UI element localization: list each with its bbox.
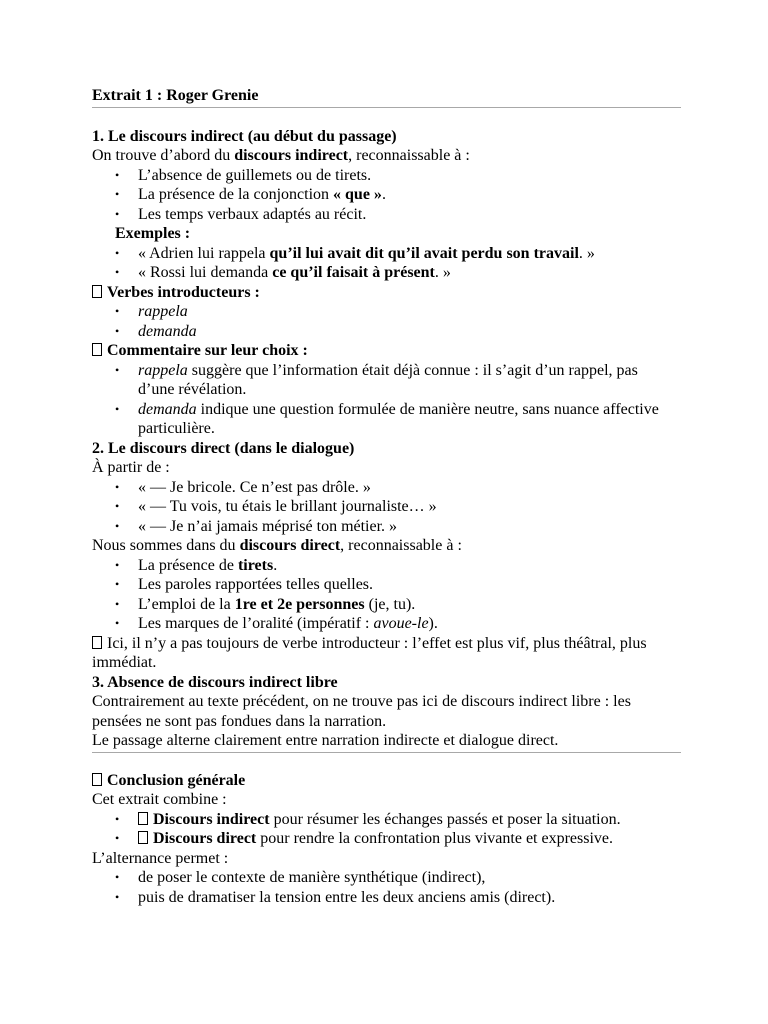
section-2-from: À partir de : (92, 459, 170, 476)
list-item: • Les temps verbaux adaptés au récit. (138, 205, 678, 225)
section-3-heading: 3. Absence de discours indirect libre (92, 673, 338, 691)
list-item: • Discours indirect pour résumer les échanges passés et poser la situation. (138, 810, 678, 830)
conclusion-list (92, 810, 678, 849)
list-item: • demanda (138, 322, 678, 342)
examples-list (92, 244, 678, 283)
section-3-paragraph: Le passage alterne clairement entre narration indirecte et dialogue direct. (92, 732, 559, 749)
list-item: • puis de dramatiser la tension entre les deux anciens amis (direct). (138, 888, 678, 908)
indirect-markers-list (92, 166, 678, 225)
direct-markers-list (92, 556, 678, 634)
list-item: • Les paroles rapportées telles quelles. (138, 575, 678, 595)
missing-glyph-icon (92, 343, 102, 356)
list-item: • La présence de tirets. (138, 556, 678, 576)
missing-glyph-icon (92, 636, 102, 649)
conclusion-alternance: L’alternance permet : (92, 849, 229, 867)
document-page (92, 86, 678, 907)
missing-glyph-icon (92, 285, 102, 298)
list-item: • de poser le contexte de manière synthétique (indirect), (138, 868, 678, 888)
document-title: Extrait 1 : Roger Grenie (92, 87, 259, 104)
list-item: • « Rossi lui demanda ce qu’il faisait à présent. » (138, 263, 678, 283)
section-1-heading: 1. Le discours indirect (au début du passage) (92, 127, 397, 145)
verbs-list (92, 302, 678, 341)
section-2-heading: 2. Le discours direct (dans le dialogue) (92, 439, 355, 457)
missing-glyph-icon (92, 773, 102, 786)
list-item: • L’absence de guillemets ou de tirets. (138, 166, 678, 186)
list-item: • « — Je n’ai jamais méprisé ton métier. » (138, 517, 678, 537)
section-1-intro: On trouve d’abord du discours indirect, reconnaissable à : (92, 147, 470, 164)
list-item: • rappela (138, 302, 678, 322)
list-item: • demanda indique une question formulée de manière neutre, sans nuance affective particulière. (138, 400, 678, 439)
list-item: • « — Je bricole. Ce n’est pas drôle. » (138, 478, 678, 498)
section-2-intro: Nous sommes dans du discours direct, reconnaissable à : (92, 537, 462, 554)
comment-list (92, 361, 678, 439)
alternance-list (92, 868, 678, 907)
conclusion-heading: Conclusion générale (92, 771, 678, 791)
missing-glyph-icon (138, 831, 148, 844)
list-item: • L’emploi de la 1re et 2e personnes (je, tu). (138, 595, 678, 615)
list-item: • rappela suggère que l’information était déjà connue : il s’agit d’un rappel, pas d’une révélation. (138, 361, 678, 400)
missing-glyph-icon (138, 812, 148, 825)
examples-label: Exemples : (115, 225, 191, 242)
conclusion-intro: Cet extrait combine : (92, 791, 227, 808)
comment-heading: Commentaire sur leur choix : (92, 341, 678, 361)
quotes-list (92, 478, 678, 537)
list-item: • Les marques de l’oralité (impératif : avoue-le). (138, 614, 678, 634)
verbs-heading: Verbes introducteurs : (92, 283, 678, 303)
section-2-note: Ici, il n’y a pas toujours de verbe introducteur : l’effet est plus vif, plus théâtral, plus immédiat. (92, 634, 647, 671)
list-item: • « Adrien lui rappela qu’il lui avait dit qu’il avait perdu son travail. » (138, 244, 678, 264)
list-item: • La présence de la conjonction « que ». (138, 185, 678, 205)
list-item: • « — Tu vois, tu étais le brillant journaliste… » (138, 497, 678, 517)
section-3-paragraph: Contrairement au texte précédent, on ne trouve pas ici de discours indirect libre : les pensées ne sont pas fondues dans la narration. (92, 693, 631, 730)
list-item: • Discours direct pour rendre la confrontation plus vivante et expressive. (138, 829, 678, 849)
